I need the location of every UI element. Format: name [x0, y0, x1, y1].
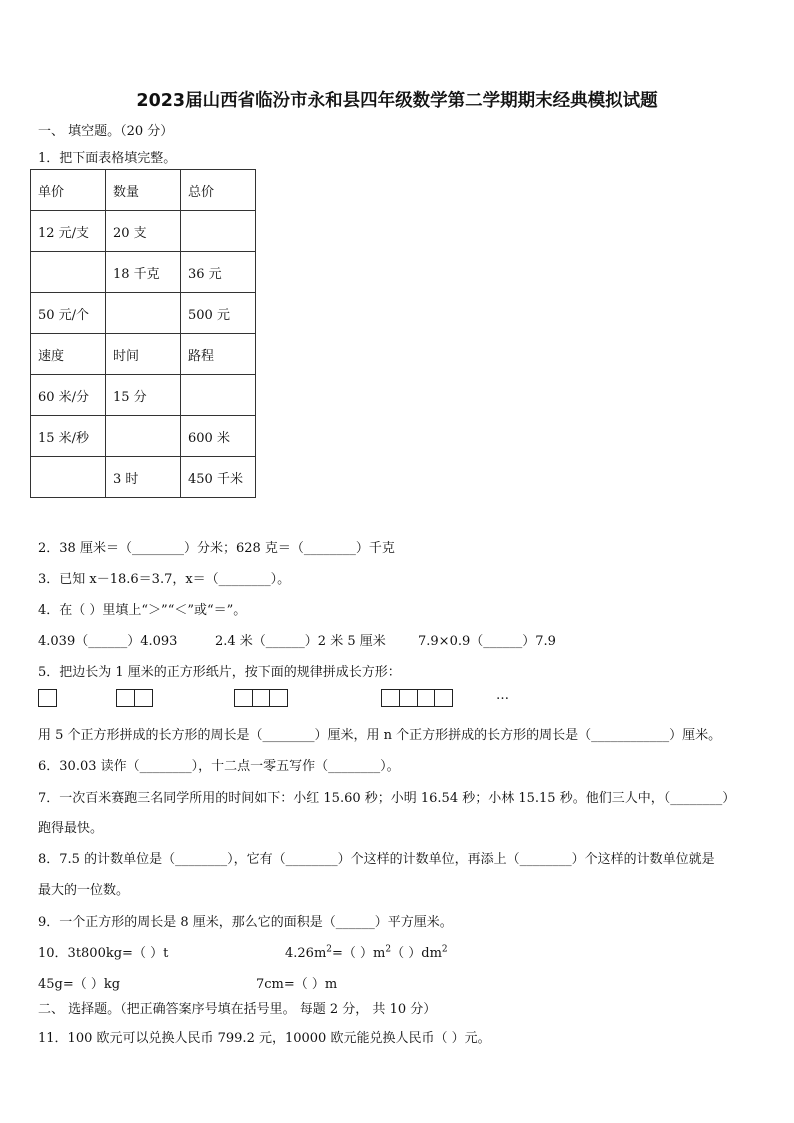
question-7-b: 跑得最快。 [38, 821, 104, 836]
table-cell [31, 457, 106, 498]
table-cell: 500 元 [181, 293, 256, 334]
table-cell: 20 支 [106, 211, 181, 252]
table-cell: 单价 [31, 170, 106, 211]
question-9: 9．一个正方形的周长是 8 厘米，那么它的面积是（______）平方厘米。 [38, 915, 453, 930]
question-10-b: $4.26m^2=$（ ）$m^2$（ ）$dm^2$ [285, 944, 448, 961]
question-6: 6．30.03 读作（________），十二点一零五写作（________）。 [38, 759, 400, 774]
question-11: 11．100 欧元可以兑换人民币 799.2 元，10000 欧元能兑换人民币（ ）元。 [38, 1031, 491, 1046]
table-row [31, 252, 256, 293]
table-cell [181, 211, 256, 252]
table-row [31, 334, 256, 375]
table-cell: 18 千克 [106, 252, 181, 293]
table-cell: 60 米/分 [31, 375, 106, 416]
table-cell: 36 元 [181, 252, 256, 293]
table-cell: 600 米 [181, 416, 256, 457]
page-title: 2023届山西省临汾市永和县四年级数学第二学期期末经典模拟试题 [136, 91, 658, 111]
table-cell: 12 元/支 [31, 211, 106, 252]
table-cell [106, 293, 181, 334]
table-row [31, 170, 256, 211]
table-row [31, 457, 256, 498]
table-cell [181, 375, 256, 416]
table-row [31, 211, 256, 252]
table-cell: 15 分 [106, 375, 181, 416]
question-2: 2．38 厘米＝（________）分米；628 克＝（________）千克 [38, 541, 395, 556]
question-1: 1．把下面表格填完整。 [38, 151, 177, 166]
question-8-b: 最大的一位数。 [38, 883, 130, 898]
squares-4 [381, 689, 453, 707]
question-3: 3．已知 x－18.6＝3.7，x＝（________）。 [38, 572, 291, 587]
question-10-d: 7cm=（ ）m [256, 977, 338, 992]
table-row [31, 293, 256, 334]
table-cell: 3 时 [106, 457, 181, 498]
table-cell: 速度 [31, 334, 106, 375]
table-cell [31, 252, 106, 293]
table-cell: 总价 [181, 170, 256, 211]
question-10-a: 10．3t800kg=（ ）t [38, 946, 169, 961]
section-1-heading: 一、 填空题。（20 分） [38, 124, 174, 139]
question-10-c: 45g=（ ）kg [38, 977, 121, 992]
question-4-item-1: 4.039（______）4.093 [38, 634, 178, 649]
square-1 [38, 689, 57, 707]
section-2-heading: 二、 选择题。（把正确答案序号填在括号里。 每题 2 分， 共 10 分） [38, 1002, 437, 1017]
table-cell [106, 416, 181, 457]
ellipsis: … [496, 688, 510, 703]
question-7: 7．一次百米赛跑三名同学所用的时间如下：小红 15.60 秒；小明 16.54 秒；小林 15.15 秒。他们三人中，（________） [38, 791, 736, 806]
table-row [31, 416, 256, 457]
table-cell: 路程 [181, 334, 256, 375]
table-cell: 时间 [106, 334, 181, 375]
squares-3 [234, 689, 288, 707]
question-4-item-2: 2.4 米（______）2 米 5 厘米 [215, 634, 386, 649]
question-4: 4．在（ ）里填上“＞”“＜”或“＝”。 [38, 603, 247, 618]
question-8: 8．7.5 的计数单位是（________），它有（________）个这样的计数单位，再添上（________）个这样的计数单位就是 [38, 852, 715, 867]
question-4-item-3: 7.9×0.9（______）7.9 [418, 634, 556, 649]
fill-in-table [30, 169, 256, 498]
table-cell: 数量 [106, 170, 181, 211]
question-5-b: 用 5 个正方形拼成的长方形的周长是（________）厘米，用 n 个正方形拼成的长方形的周长是（____________）厘米。 [38, 728, 722, 743]
squares-2 [116, 689, 153, 707]
question-5: 5．把边长为 1 厘米的正方形纸片，按下面的规律拼成长方形： [38, 665, 401, 680]
table-cell: 15 米/秒 [31, 416, 106, 457]
table-cell: 50 元/个 [31, 293, 106, 334]
table-cell: 450 千米 [181, 457, 256, 498]
table-row [31, 375, 256, 416]
